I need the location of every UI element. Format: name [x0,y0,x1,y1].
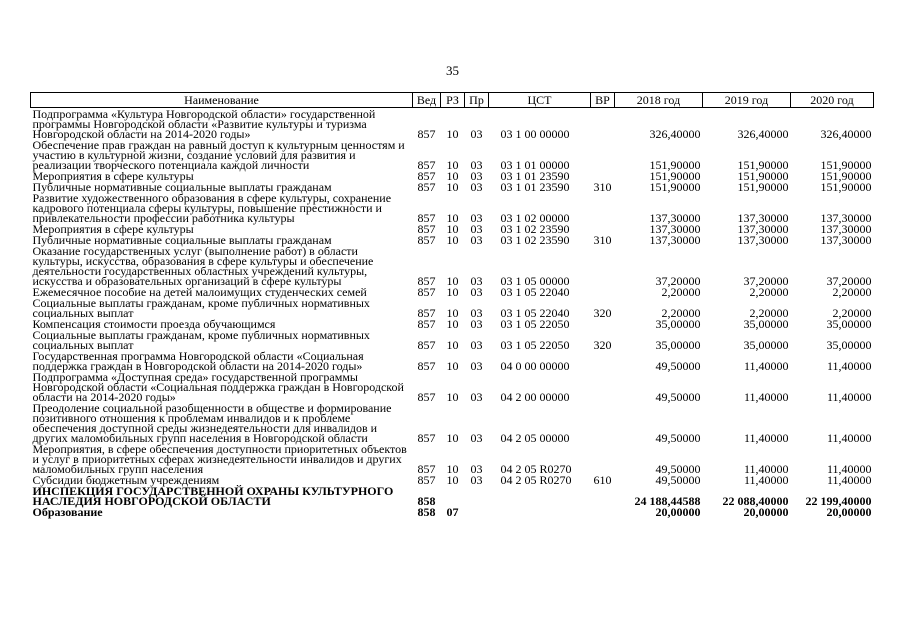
row-value-2020: 137,30000 [820,233,872,247]
row-vr: 310 [593,180,612,194]
table-row [31,329,874,350]
row-ved: 857 [417,473,436,487]
row-rz: 10 [446,222,459,236]
row-ved: 857 [417,274,436,288]
row-name: Образование [32,505,103,519]
page-number: 35 [446,63,459,78]
row-pr: 03 [470,338,483,352]
row-pr: 03 [470,222,483,236]
row-rz: 10 [446,306,459,320]
row-cst: 03 1 02 00000 [500,211,570,225]
row-pr: 03 [470,462,483,476]
header-pr: Пр [465,93,489,108]
row-ved: 858 [417,505,436,519]
row-name: Социальные выплаты гражданам, кроме публичных нормативных социальных выплат [32,296,370,320]
row-value-2019: 11,40000 [743,390,789,404]
row-pr: 03 [470,285,483,299]
row-cst: 03 1 05 00000 [500,274,570,288]
row-rz: 10 [446,211,459,225]
row-name: ИНСПЕКЦИЯ ГОСУДАРСТВЕННОЙ ОХРАНЫ КУЛЬТУРНОГО НАСЛЕДИЯ НОВГОРОДСКОЙ ОБЛАСТИ [32,484,394,508]
table-row [31,192,874,223]
row-cst: 04 2 05 R0270 [500,473,572,487]
row-rz: 10 [446,338,459,352]
row-cst: 04 2 05 R0270 [500,462,572,476]
row-ved: 857 [417,211,436,225]
row-name: Социальные выплаты гражданам, кроме публичных нормативных социальных выплат [32,328,370,352]
row-value-2019: 11,40000 [743,473,789,487]
row-vr: 320 [593,338,612,352]
table-body [31,108,874,518]
row-vr [591,371,615,402]
row-rz: 10 [446,274,459,288]
row-value-2019: 2,20000 [749,285,789,299]
row-vr [591,402,615,443]
row-rz: 10 [446,158,459,172]
row-value-2018: 326,40000 [649,127,701,141]
row-value-2020: 22 199,40000 [805,494,872,508]
header-rz: РЗ [441,93,465,108]
row-vr [591,350,615,371]
row-value-2019: 326,40000 [737,127,789,141]
row-vr [591,245,615,286]
row-cst: 03 1 01 23590 [500,180,570,194]
budget-table-container [30,92,873,517]
header-vr: ВР [591,93,615,108]
row-ved: 857 [417,127,436,141]
row-cst: 03 1 02 23590 [500,222,570,236]
row-vr: 610 [593,473,612,487]
header-2020: 2020 год [791,93,874,108]
row-vr [591,506,615,517]
row-rz: 10 [446,359,459,373]
row-name: Мероприятия в сфере культуры [32,169,194,183]
table-row [31,297,874,318]
row-pr [465,506,489,517]
row-vr [591,108,615,140]
row-name: Развитие художественного образования в сфере культуры, сохранение кадрового потенциала сферы культуры, повышение престижности и привлекательности профессии работника культуры [32,191,392,225]
row-value-2019: 35,00000 [743,338,789,352]
table-row [31,402,874,443]
row-value-2018: 137,30000 [649,233,701,247]
row-value-2020: 326,40000 [820,127,872,141]
row-rz [441,485,465,506]
row-value-2018: 37,20000 [655,274,701,288]
row-value-2020: 35,00000 [826,338,872,352]
table-header [31,93,874,108]
row-pr: 03 [470,233,483,247]
row-name: Обеспечение прав граждан на равный доступ к культурным ценностям и участию в культурной жизни, создание условий для развития и реализации творческого потенциала каждой личности [32,138,405,172]
row-ved: 857 [417,285,436,299]
row-value-2020: 151,90000 [820,169,872,183]
row-value-2018: 35,00000 [655,317,701,331]
row-value-2019: 2,20000 [749,306,789,320]
row-value-2020: 11,40000 [826,390,872,404]
row-pr: 03 [470,169,483,183]
row-ved: 857 [417,359,436,373]
row-rz: 10 [446,169,459,183]
row-value-2020: 35,00000 [826,317,872,331]
row-name: Публичные нормативные социальные выплаты гражданам [32,233,332,247]
row-value-2018: 49,50000 [655,462,701,476]
row-cst: 03 1 01 23590 [500,169,570,183]
row-name: Преодоление социальной разобщенности в обществе и формирование позитивного отношения к проблемам инвалидов и к проблеме обеспечения доступной среды жизнедеятельности для инвалидов и других маломобильных групп населения в Новгородской области [32,401,392,445]
table-row [31,485,874,506]
row-value-2018: 49,50000 [655,359,701,373]
row-value-2020: 11,40000 [826,431,872,445]
row-rz: 10 [446,390,459,404]
table-row [31,371,874,402]
header-ved: Вед [413,93,441,108]
row-value-2018: 151,90000 [649,158,701,172]
row-vr [591,443,615,474]
row-pr: 03 [470,473,483,487]
row-value-2019: 137,30000 [737,233,789,247]
row-pr: 03 [470,359,483,373]
row-cst: 04 2 00 00000 [500,390,570,404]
row-vr: 320 [593,306,612,320]
row-name: Оказание государственных услуг (выполнение работ) в области культуры, искусства, образования в сфере культуры и обеспечение деятельности государственных областных учреждений культуры, искусства и образовательных организаций в сфере культуры [32,244,374,288]
row-value-2019: 11,40000 [743,359,789,373]
row-cst [489,506,591,517]
header-2018: 2018 год [615,93,703,108]
row-rz: 10 [446,180,459,194]
table-row [31,108,874,140]
row-pr [465,485,489,506]
row-cst: 03 1 05 22050 [500,317,570,331]
row-value-2020: 137,30000 [820,211,872,225]
row-cst [489,485,591,506]
row-name: Подпрограмма «Доступная среда» государственной программы Новгородской области «Социальная поддержка граждан в Новгородской области на 2014-2020 годы» [32,370,404,404]
row-name: Мероприятия в сфере культуры [32,222,194,236]
row-value-2020: 20,00000 [826,505,872,519]
table-row [31,443,874,474]
row-rz: 07 [446,505,459,519]
row-value-2018: 2,20000 [661,285,701,299]
row-value-2018: 35,00000 [655,338,701,352]
row-name: Государственная программа Новгородской области «Социальная поддержка граждан в Новгородской области на 2014-2020 годы» [32,349,364,373]
row-ved: 857 [417,180,436,194]
row-pr: 03 [470,431,483,445]
row-ved: 857 [417,431,436,445]
row-cst: 03 1 05 22040 [500,285,570,299]
row-value-2019: 151,90000 [737,158,789,172]
row-ved: 857 [417,317,436,331]
row-cst: 03 1 05 22040 [500,306,570,320]
row-cst: 04 0 00 00000 [500,359,570,373]
row-pr: 03 [470,158,483,172]
row-name: Публичные нормативные социальные выплаты гражданам [32,180,332,194]
row-ved: 857 [417,222,436,236]
row-ved: 857 [417,306,436,320]
budget-table [30,92,874,517]
row-pr: 03 [470,127,483,141]
row-value-2019: 20,00000 [743,505,789,519]
row-ved: 858 [417,494,436,508]
row-value-2020: 2,20000 [832,306,872,320]
row-ved: 857 [417,390,436,404]
row-value-2019: 37,20000 [743,274,789,288]
row-name: Субсидии бюджетным учреждениям [32,473,220,487]
row-rz: 10 [446,127,459,141]
table-row [31,139,874,170]
row-value-2018: 49,50000 [655,390,701,404]
row-value-2019: 22 088,40000 [722,494,789,508]
row-value-2019: 11,40000 [743,462,789,476]
row-value-2018: 24 188,44588 [634,494,701,508]
row-pr: 03 [470,211,483,225]
row-name: Компенсация стоимости проезда обучающимся [32,317,276,331]
row-value-2018: 151,90000 [649,180,701,194]
row-vr [591,192,615,223]
row-value-2019: 11,40000 [743,431,789,445]
row-pr: 03 [470,306,483,320]
row-vr [591,139,615,170]
row-value-2018: 137,30000 [649,211,701,225]
row-value-2020: 137,30000 [820,222,872,236]
row-value-2018: 49,50000 [655,473,701,487]
row-rz: 10 [446,473,459,487]
row-rz: 10 [446,233,459,247]
row-rz: 10 [446,317,459,331]
row-value-2020: 11,40000 [826,359,872,373]
row-name: Мероприятия, в сфере обеспечения доступности приоритетных объектов и услуг в приоритетных сферах жизнедеятельности инвалидов и других маломобильных групп населения [32,442,407,476]
row-pr: 03 [470,274,483,288]
row-value-2018: 2,20000 [661,306,701,320]
row-value-2020: 151,90000 [820,158,872,172]
row-value-2018: 49,50000 [655,431,701,445]
row-rz: 10 [446,285,459,299]
row-value-2018: 137,30000 [649,222,701,236]
table-row [31,245,874,286]
row-cst: 03 1 05 22050 [500,338,570,352]
header-cst: ЦСТ [489,93,591,108]
row-value-2020: 2,20000 [832,285,872,299]
row-value-2020: 151,90000 [820,180,872,194]
header-2019: 2019 год [703,93,791,108]
row-name: Ежемесячное пособие на детей малоимущих студенческих семей [32,285,367,299]
row-cst: 04 2 05 00000 [500,431,570,445]
row-name: Подпрограмма «Культура Новгородской области» государственной программы Новгородской области «Развитие культуры и туризма Новгородской области на 2014-2020 годы» [32,107,376,141]
row-value-2020: 37,20000 [826,274,872,288]
row-cst: 03 1 01 00000 [500,158,570,172]
row-cst: 03 1 00 00000 [500,127,570,141]
row-vr: 310 [593,233,612,247]
row-rz: 10 [446,431,459,445]
row-pr: 03 [470,317,483,331]
row-value-2018: 20,00000 [655,505,701,519]
row-ved: 857 [417,462,436,476]
row-rz: 10 [446,462,459,476]
row-value-2020: 11,40000 [826,462,872,476]
header-row [31,93,874,108]
row-ved: 857 [417,338,436,352]
row-ved: 857 [417,169,436,183]
header-name: Наименование [31,93,413,108]
row-cst: 03 1 02 23590 [500,233,570,247]
row-value-2019: 151,90000 [737,169,789,183]
row-vr [591,485,615,506]
row-vr [591,286,615,297]
row-ved: 857 [417,233,436,247]
row-ved: 857 [417,158,436,172]
row-value-2019: 151,90000 [737,180,789,194]
row-value-2019: 35,00000 [743,317,789,331]
row-pr: 03 [470,390,483,404]
row-value-2019: 137,30000 [737,222,789,236]
row-value-2018: 151,90000 [649,169,701,183]
table-row [31,350,874,371]
row-value-2020: 11,40000 [826,473,872,487]
row-value-2019: 137,30000 [737,211,789,225]
row-pr: 03 [470,180,483,194]
